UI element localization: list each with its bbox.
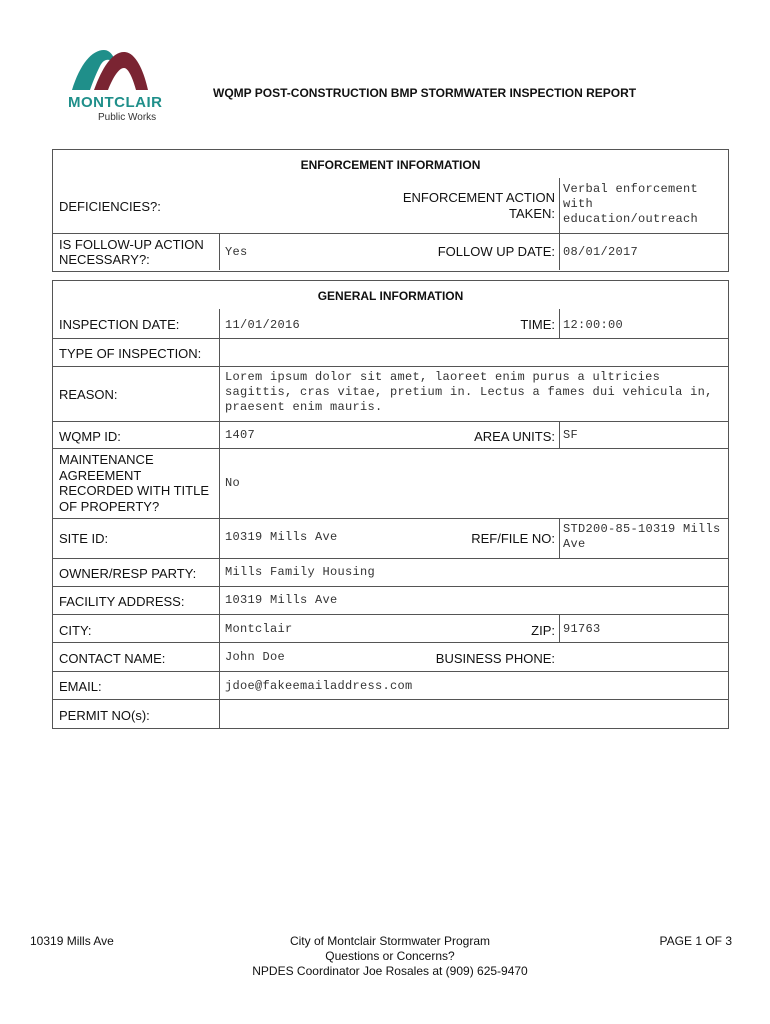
logo-subtitle: Public Works xyxy=(98,112,157,123)
divider xyxy=(559,309,560,338)
divider xyxy=(559,614,560,642)
contact-name-label: CONTACT NAME: xyxy=(59,651,166,666)
reason-value[interactable]: Lorem ipsum dolor sit amet, laoreet enim purus a ultricies sagittis, cras vitae, pretium in. Lectus a fames dui vehicula in, praesent enim mauris. xyxy=(225,370,713,414)
footer-address: 10319 Mills Ave xyxy=(30,934,114,948)
divider xyxy=(53,338,728,339)
logo-brand-text: MONTCLAIR xyxy=(68,94,163,111)
divider xyxy=(559,233,560,270)
zip-label: ZIP: xyxy=(531,623,555,638)
divider xyxy=(53,233,728,234)
divider xyxy=(53,558,728,559)
area-units-value[interactable]: SF xyxy=(563,428,579,442)
time-value[interactable]: 12:00:00 xyxy=(563,318,624,332)
footer-contact xyxy=(230,934,550,979)
divider xyxy=(53,671,728,672)
permit-label: PERMIT NO(s): xyxy=(59,708,150,723)
page-number: PAGE 1 OF 3 xyxy=(659,934,732,948)
divider xyxy=(559,518,560,558)
footer-program: City of Montclair Stormwater Program xyxy=(289,934,491,948)
site-id-label: SITE ID: xyxy=(59,531,109,546)
facility-address-label: FACILITY ADDRESS: xyxy=(59,594,185,609)
deficiencies-label: DEFICIENCIES?: xyxy=(59,199,161,214)
owner-label: OWNER/RESP PARTY: xyxy=(59,566,197,581)
ref-file-label: REF/FILE NO: xyxy=(471,531,555,546)
enforcement-action-value[interactable]: Verbal enforcement with education/outreach xyxy=(563,182,699,226)
email-value[interactable]: jdoe@fakeemailaddress.com xyxy=(225,679,413,693)
wqmp-id-value[interactable]: 1407 xyxy=(225,428,256,442)
area-units-label: AREA UNITS: xyxy=(474,429,555,444)
inspection-date-label: INSPECTION DATE: xyxy=(59,317,180,332)
time-label: TIME: xyxy=(520,317,555,332)
inspection-type-label: TYPE OF INSPECTION: xyxy=(59,346,202,361)
business-phone-label: BUSINESS PHONE: xyxy=(435,651,555,666)
enforcement-action-label: ENFORCEMENT ACTION TAKEN: xyxy=(402,190,555,221)
email-label: EMAIL: xyxy=(59,679,102,694)
site-id-value[interactable]: 10319 Mills Ave xyxy=(225,530,338,544)
mountain-logo-icon xyxy=(70,44,150,92)
general-section xyxy=(52,280,729,729)
footer-questions: Questions or Concerns? xyxy=(325,949,455,963)
footer-coordinator: NPDES Coordinator Joe Rosales at (909) 625-9470 xyxy=(252,964,528,978)
city-value[interactable]: Montclair xyxy=(225,622,293,636)
ref-file-value[interactable]: STD200-85-10319 Mills Ave xyxy=(563,522,721,551)
maintenance-label: MAINTENANCE AGREEMENT RECORDED WITH TITLE OF PROPERTY? xyxy=(59,452,209,514)
zip-value[interactable]: 91763 xyxy=(563,622,601,636)
divider xyxy=(53,518,728,519)
enforcement-heading: ENFORCEMENT INFORMATION xyxy=(300,158,481,172)
followup-date-label: FOLLOW UP DATE: xyxy=(437,244,555,259)
contact-name-value[interactable]: John Doe xyxy=(225,650,286,664)
inspection-date-value[interactable]: 11/01/2016 xyxy=(225,318,301,332)
divider xyxy=(53,448,728,449)
facility-address-value[interactable]: 10319 Mills Ave xyxy=(225,593,338,607)
reason-label: REASON: xyxy=(59,387,118,402)
wqmp-id-label: WQMP ID: xyxy=(59,429,121,444)
divider xyxy=(559,421,560,448)
divider xyxy=(53,614,728,615)
owner-value[interactable]: Mills Family Housing xyxy=(225,565,376,579)
report-title: WQMP POST-CONSTRUCTION BMP STORMWATER INSPECTION REPORT xyxy=(213,86,637,100)
divider xyxy=(219,233,220,270)
divider xyxy=(53,642,728,643)
divider xyxy=(559,178,560,233)
maintenance-value[interactable]: No xyxy=(225,476,241,490)
general-heading: GENERAL INFORMATION xyxy=(317,289,464,303)
enforcement-section xyxy=(52,149,729,272)
montclair-logo xyxy=(56,44,168,132)
city-label: CITY: xyxy=(59,623,92,638)
divider xyxy=(53,366,728,367)
divider xyxy=(53,699,728,700)
followup-date-value[interactable]: 08/01/2017 xyxy=(563,245,639,259)
divider xyxy=(53,421,728,422)
followup-value[interactable]: Yes xyxy=(225,245,248,259)
divider xyxy=(53,586,728,587)
followup-label: IS FOLLOW-UP ACTION NECESSARY?: xyxy=(59,237,204,267)
